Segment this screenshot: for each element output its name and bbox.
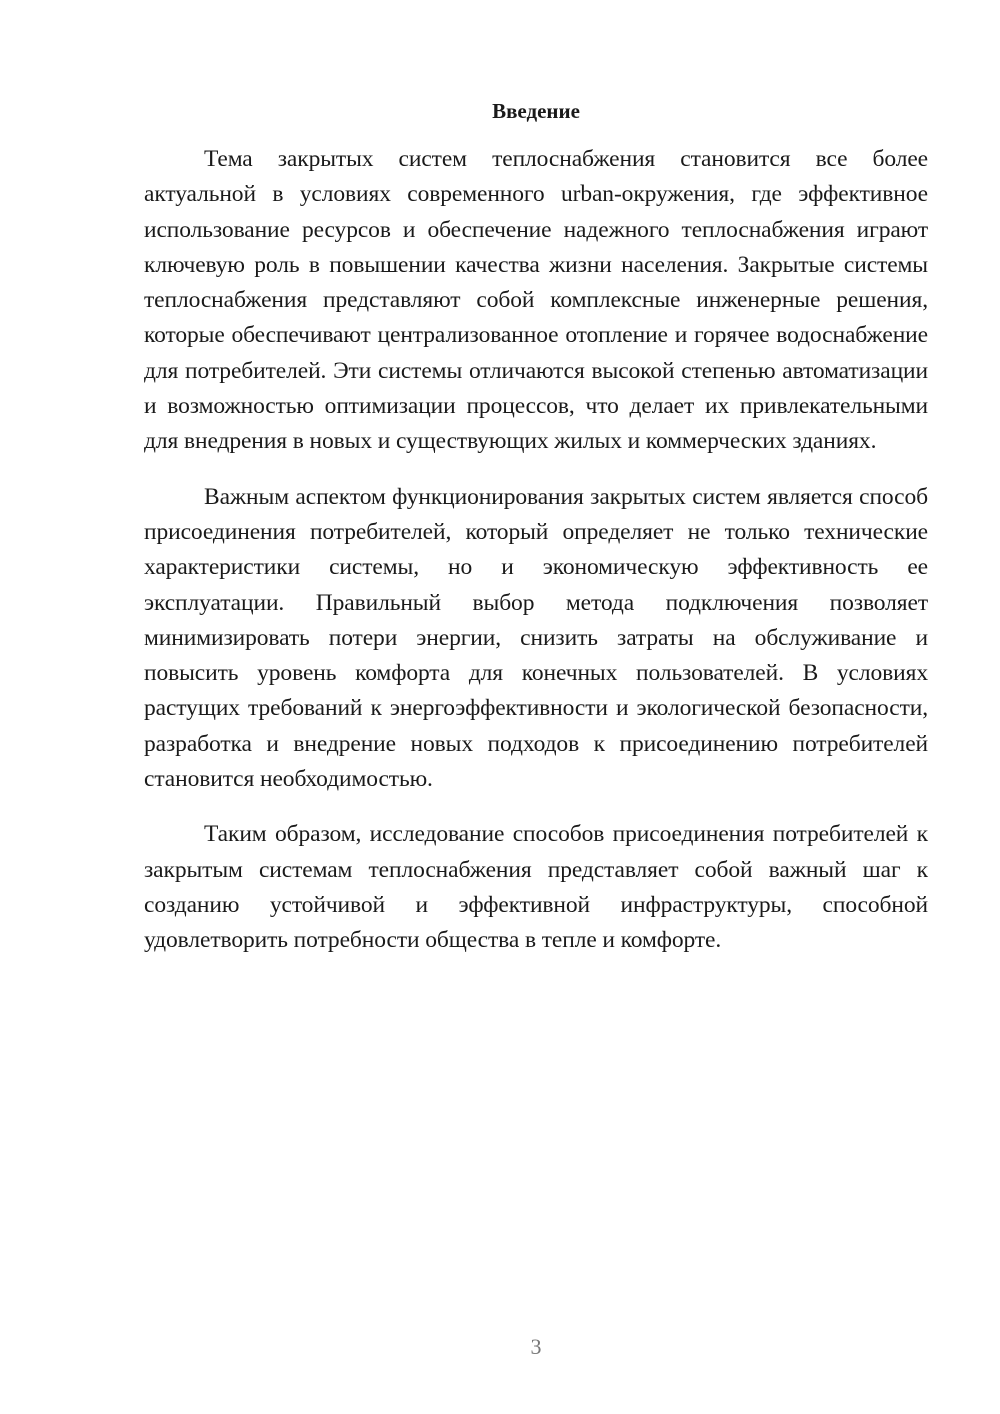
paragraph-1: Тема закрытых систем теплоснабжения становится все более актуальной в условиях современного urban-окружения, где эффективное использование ресурсов и обеспечение надежного теплоснабжения играют ключевую роль в повышении качества жизни населения. Закрытые системы теплоснабжения представляют собой комплексные инженерные решения, которые обеспечивают централизованное отопление и горячее водоснабжение для потребителей. Эти системы отличаются высокой степенью автоматизации и возможностью оптимизации процессов, что делает их привлекательными для внедрения в новых и существующих жилых и коммерческих зданиях.	[144, 146, 928, 455]
section-heading: Введение	[492, 99, 580, 123]
body-text	[144, 142, 928, 979]
paragraph-3: Таким образом, исследование способов присоединения потребителей к закрытым системам теплоснабжения представляет собой важный шаг к созданию устойчивой и эффективной инфраструктуры, способной удовлетворить потребности общества в тепле и комфорте.	[144, 821, 928, 954]
paragraph-2: Важным аспектом функционирования закрытых систем является способ присоединения потребителей, который определяет не только технические характеристики системы, но и экономическую эффективность ее эксплуатации. Правильный выбор метода подключения позволяет минимизировать потери энергии, снизить затраты на обслуживание и повысить уровень комфорта для конечных пользователей. В условиях растущих требований к энергоэффективности и экологической безопасности, разработка и внедрение новых подходов к присоединению потребителей становится необходимостью.	[144, 483, 928, 793]
page-number: 3	[530, 1334, 542, 1359]
